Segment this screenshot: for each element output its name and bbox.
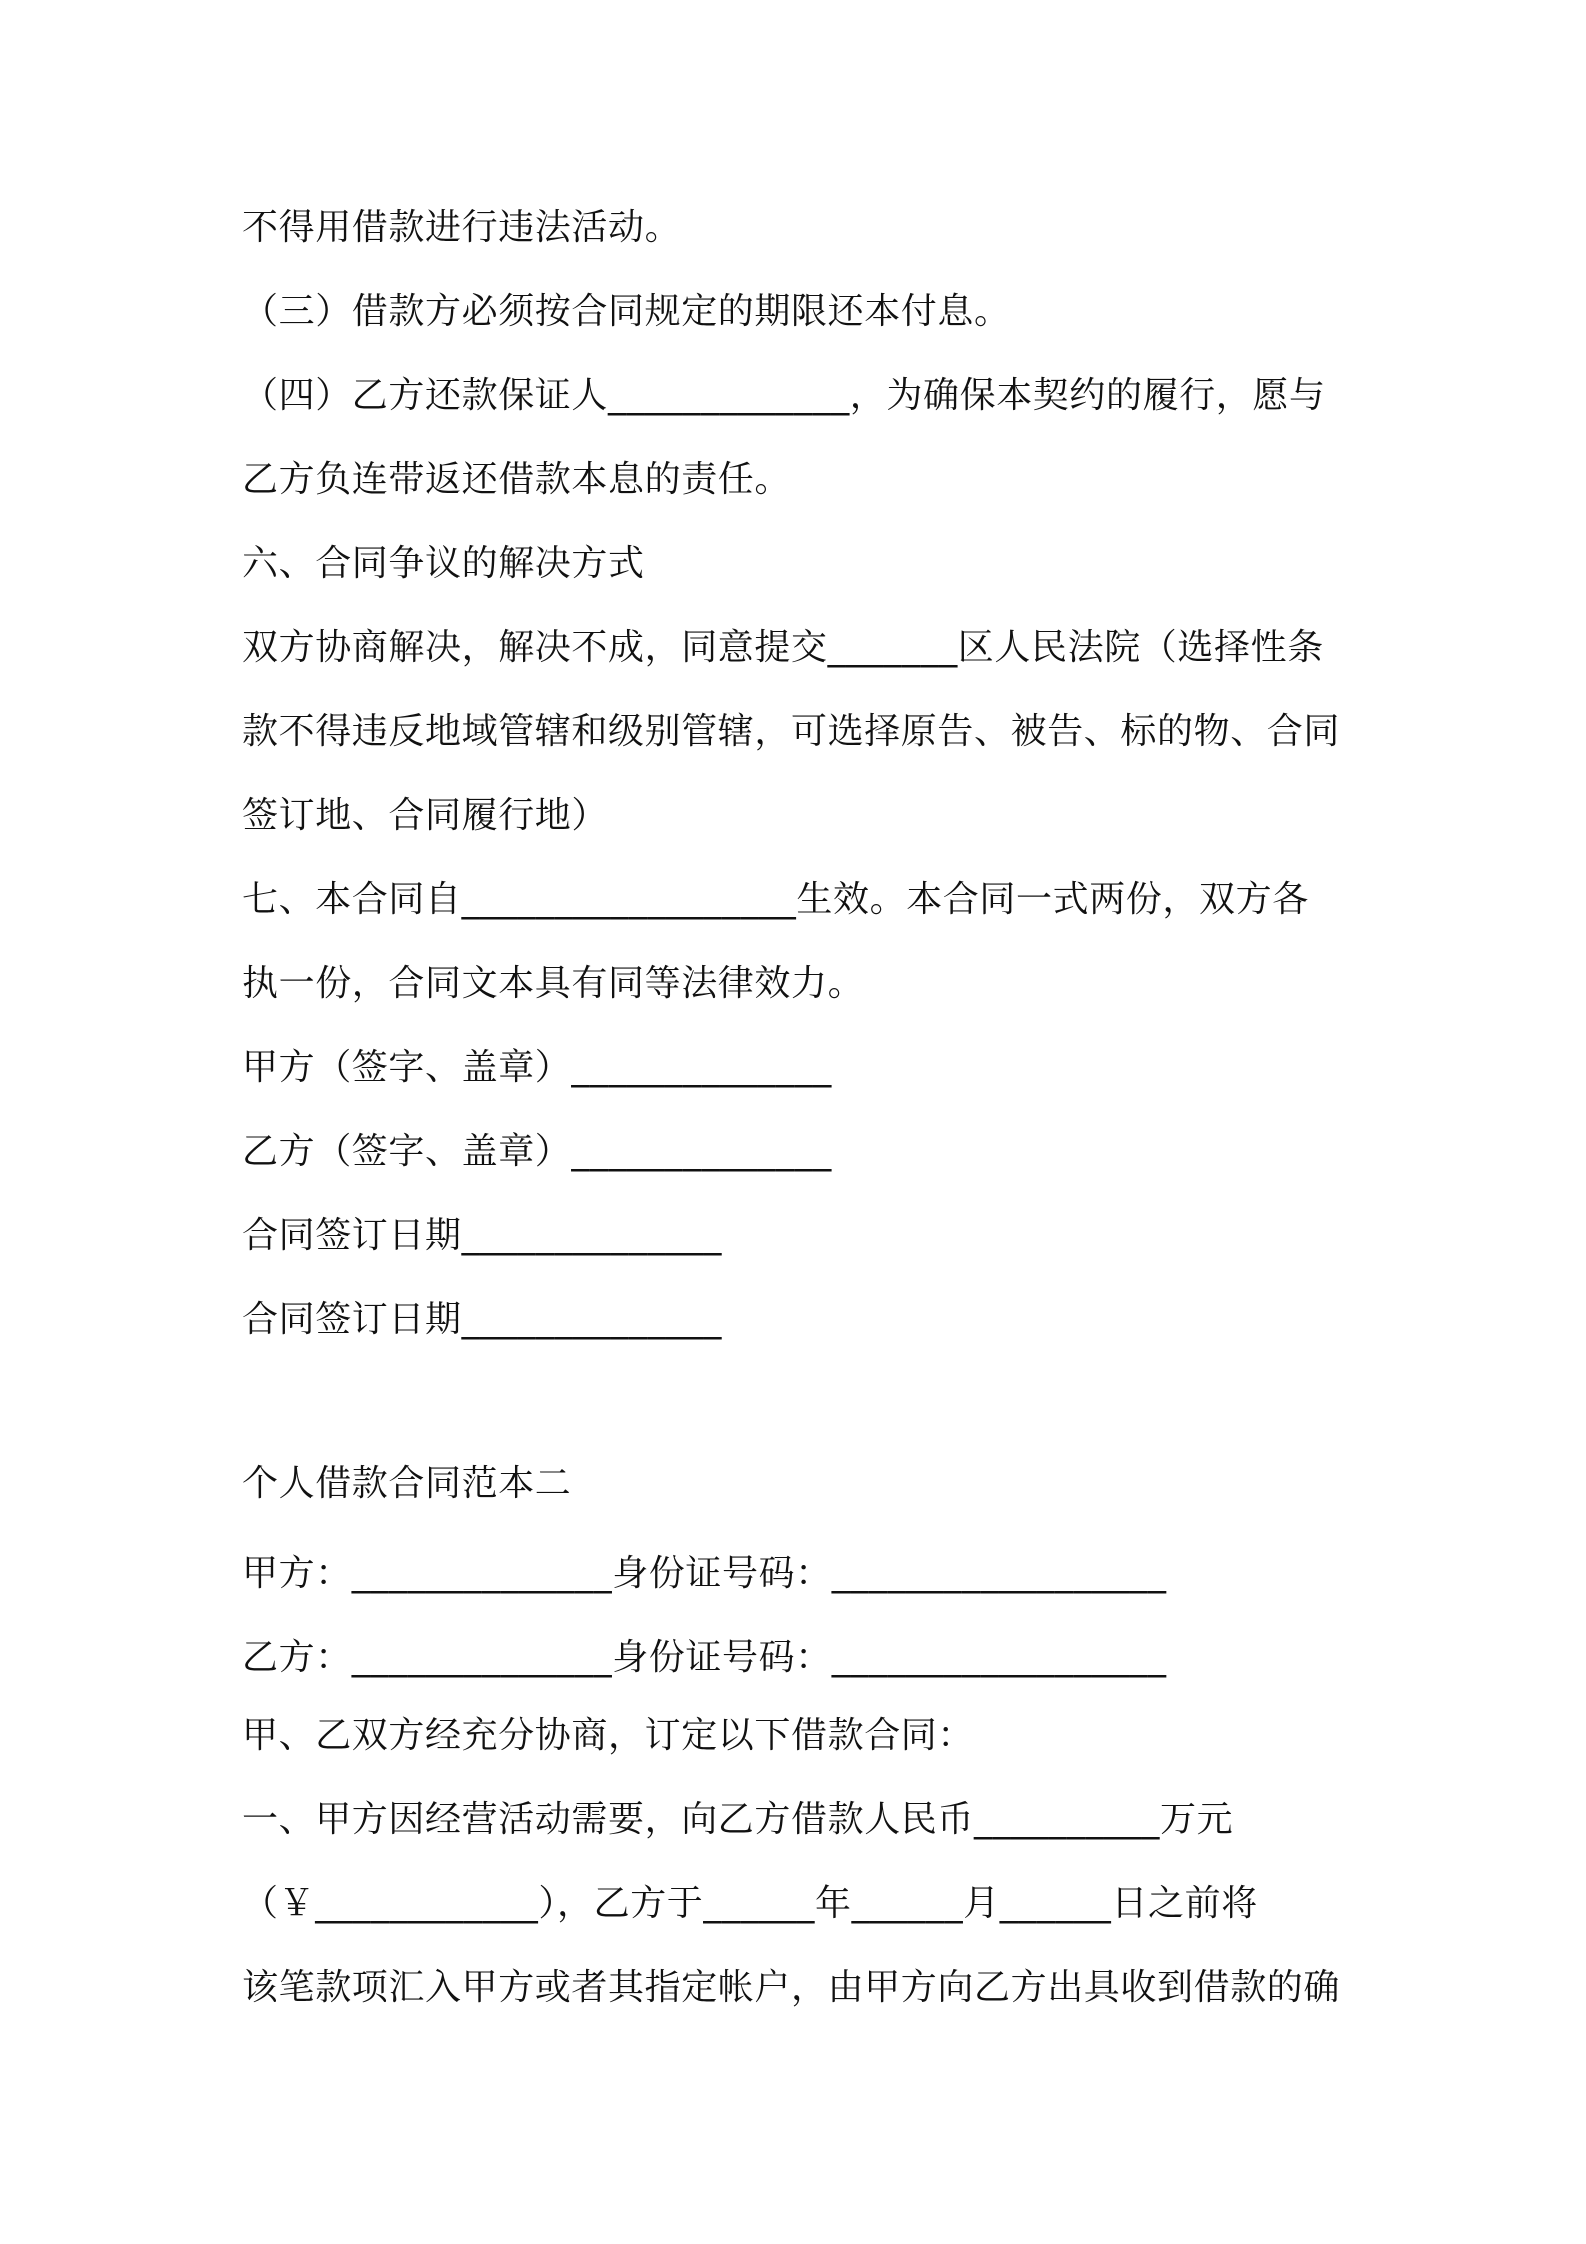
- party-a-line: 甲方：______________身份证号码：__________________: [242, 1553, 1167, 1594]
- text-line: 签订地、合同履行地）: [242, 795, 609, 836]
- signing-date-line: 合同签订日期______________: [242, 1299, 722, 1340]
- signing-date-line: 合同签订日期______________: [242, 1215, 722, 1256]
- clause-line: （￥____________），乙方于______年______月______日之前将: [242, 1883, 1258, 1924]
- signature-line-party-a: 甲方（签字、盖章）______________: [242, 1047, 832, 1088]
- text-line: （三）借款方必须按合同规定的期限还本付息。: [242, 291, 1011, 332]
- text-line: 乙方负连带返还借款本息的责任。: [242, 459, 792, 500]
- text-line: 不得用借款进行违法活动。: [242, 207, 682, 248]
- text-line: 甲、乙双方经充分协商，订定以下借款合同：: [242, 1715, 975, 1756]
- text-line: （四）乙方还款保证人_____________，为确保本契约的履行，愿与: [242, 375, 1326, 416]
- clause-line: 一、甲方因经营活动需要，向乙方借款人民币__________万元: [242, 1799, 1234, 1840]
- document-title: 个人借款合同范本二: [242, 1463, 572, 1504]
- signature-line-party-b: 乙方（签字、盖章）______________: [242, 1131, 832, 1172]
- text-line: 执一份，合同文本具有同等法律效力。: [242, 963, 865, 1004]
- text-line: 七、本合同自__________________生效。本合同一式两份，双方各: [242, 879, 1309, 920]
- text-line: 双方协商解决，解决不成，同意提交_______区人民法院（选择性条: [242, 627, 1324, 668]
- section-heading: 六、合同争议的解决方式: [242, 543, 645, 584]
- clause-line: 该笔款项汇入甲方或者其指定帐户，由甲方向乙方出具收到借款的确: [242, 1967, 1341, 2008]
- text-line: 款不得违反地域管辖和级别管辖，可选择原告、被告、标的物、合同: [242, 711, 1341, 752]
- party-b-line: 乙方：______________身份证号码：__________________: [242, 1637, 1167, 1678]
